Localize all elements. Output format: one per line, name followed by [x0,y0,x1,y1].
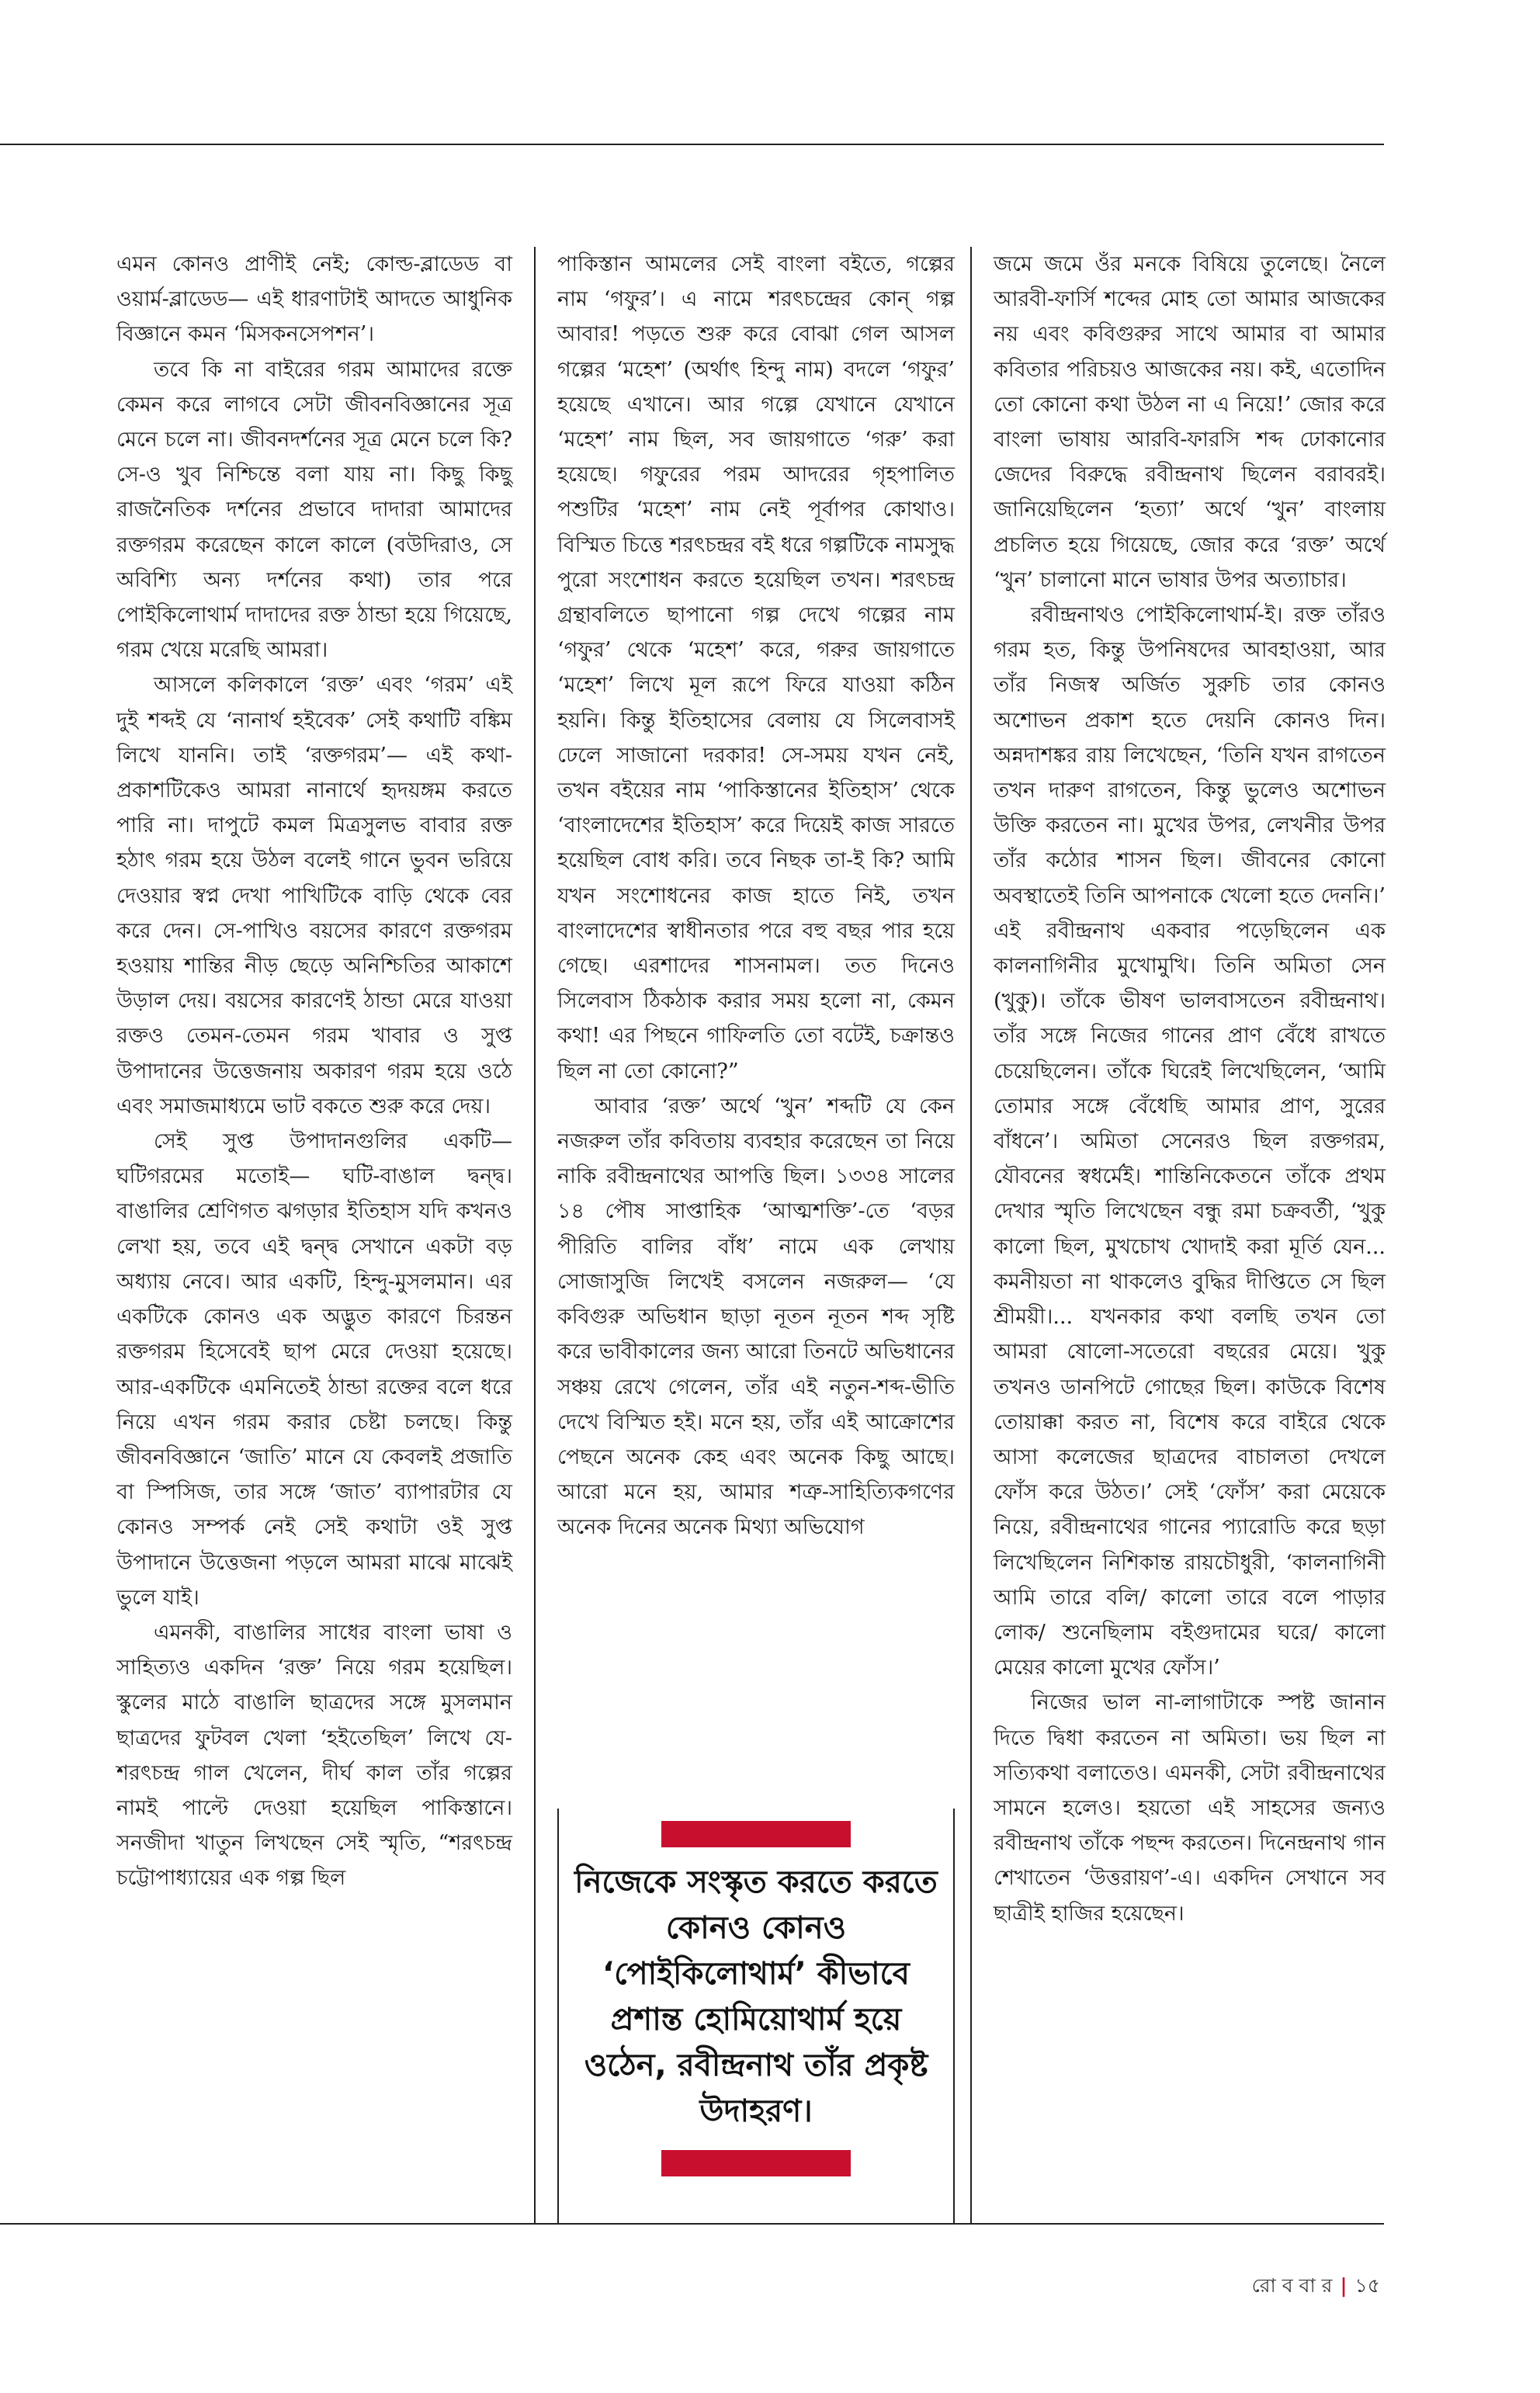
paragraph: পাকিস্তান আমলের সেই বাংলা বইতে, গল্পের নাম ‘গফুর’। এ নামে শরৎচন্দ্রের কোন্ গল্প আবার! পড়তে শুরু করে বোঝা গেল আসল গল্পের ‘মহেশ’ (অর্থাৎ হিন্দু নাম) বদলে ‘গফুর’ হয়েছে এখানে। আর গল্পে যেখানে যেখানে ‘মহেশ’ নাম ছিল, সব জায়গাতে ‘গরু’ করা হয়েছে। গফুরের পরম আদরের গৃহপালিত পশুটির ‘মহেশ’ নাম নেই পূর্বাপর কোথাও। বিস্মিত চিত্তে শরৎচন্দ্রর বই ধরে গল্পটিকে নামসুদ্ধ পুরো সংশোধন করতে হয়েছিল তখন। শরৎচন্দ্র গ্রন্থাবলিতে ছাপানো গল্প দেখে গল্পের নাম ‘গফুর’ থেকে ‘মহেশ’ করে, গরুর জায়গাতে ‘মহেশ’ লিখে মূল রূপে ফিরে যাওয়া কঠিন হয়নি। কিন্তু ইতিহাসের বেলায় যে সিলেবাসই ঢেলে সাজানো দরকার! সে-সময় যখন নেই, তখন বইয়ের নাম ‘পাকিস্তানের ইতিহাস’ থেকে ‘বাংলাদেশের ইতিহাস’ করে দিয়েই কাজ সারতে হয়েছিল বোধ করি। তবে নিছক তা-ই কি? আমি যখন সংশোধনের কাজ হাতে নিই, তখন বাংলাদেশের স্বাধীনতার পরে বহু বছর পার হয়ে গেছে। এরশাদের শাসনামল। তত দিনেও সিলেবাস ঠিকঠাক করার সময় হলো না, কেমন কথা! এর পিছনে গাফিলতি তো বটেই, চক্রান্তও ছিল না তো কোনো?” [557,252,955,1084]
page-number: ১৫ [1354,2274,1380,2297]
page-footer [1252,2270,1380,2304]
magazine-name: রো ব বা র [1251,2274,1333,2297]
pullquote-box [557,1809,955,2224]
paragraph: জমে জমে ওঁর মনকে বিষিয়ে তুলেছে। নৈলে আরবী-ফার্সি শব্দের মোহ তো আমার আজকের নয় এবং কবিগুরুর সাথে আমার বা আমার কবিতার পরিচয়ও আজকের নয়। কই, এতোদিন তো কোনো কথা উঠল না এ নিয়ে!’ জোর করে বাংলা ভাষায় আরবি-ফারসি শব্দ ঢোকানোর জেদের বিরুদ্ধে রবীন্দ্রনাথ ছিলেন বরাবরই। জানিয়েছিলেন ‘হত্যা’ অর্থে ‘খুন’ বাংলায় প্রচলিত হয়ে গিয়েছে, জোর করে ‘রক্ত’ অর্থে ‘খুন’ চালানো মানে ভাষার উপর অত্যাচার। [994,252,1386,592]
paragraph: সেই সুপ্ত উপাদানগুলির একটি— ঘটিগরমের মতোই— ঘটি-বাঙাল দ্বন্দ্ব। বাঙালির শ্রেণিগত ঝগড়ার ইতিহাস যদি কখনও লেখা হয়, তবে এই দ্বন্দ্ব সেখানে একটা বড় অধ্যায় নেবে। আর একটি, হিন্দু-মুসলমান। এর একটিকে কোনও এক অদ্ভুত কারণে চিরন্তন রক্তগরম হিসেবেই ছাপ মেরে দেওয়া হয়েছে। আর-একটিকে এমনিতেই ঠান্ডা রক্তের বলে ধরে নিয়ে এখন গরম করার চেষ্টা চলছে। কিন্তু জীবনবিজ্ঞানে ‘জাতি’ মানে যে কেবলই প্রজাতি বা স্পিসিজ, তার সঙ্গে ‘জাত’ ব্যাপারটার যে কোনও সম্পর্ক নেই সেই কথাটা ওই সুপ্ত উপাদানে উত্তেজনা পড়লে আমরা মাঝে মাঝেই ভুলে যাই। [116,1129,512,1610]
paragraph: তবে কি না বাইরের গরম আমাদের রক্তে কেমন করে লাগবে সেটা জীবনবিজ্ঞানের সূত্র মেনে চলে না। জীবনদর্শনের সূত্র মেনে চলে কি? সে-ও খুব নিশ্চিন্তে বলা যায় না। কিছু কিছু রাজনৈতিক দর্শনের প্রভাবে দাদারা আমাদের রক্তগরম করেছেন কালে কালে (বউদিরাও, সে অবিশ্যি অন্য দর্শনের কথা) তার পরে পোইকিলোথার্ম দাদাদের রক্ত ঠান্ডা হয়ে গিয়েছে, গরম খেয়ে মরেছি আমরা। [116,357,512,663]
column-divider [970,247,972,2223]
article-column-2 [557,247,955,1545]
paragraph: রবীন্দ্রনাথও পোইকিলোথার্ম-ই। রক্ত তাঁরও গরম হত, কিন্তু উপনিষদের আবহাওয়া, আর তাঁর নিজস্ব অর্জিত সুরুচি তার কোনও অশোভন প্রকাশ হতে দেয়নি কোনও দিন। অন্নদাশঙ্কর রায় লিখেছেন, ‘তিনি যখন রাগতেন তখন দারুণ রাগতেন, কিন্তু ভুলেও অশোভন উক্তি করতেন না। মুখের উপর, লেখনীর উপর তাঁর কঠোর শাসন ছিল। জীবনের কোনো অবস্থাতেই তিনি আপনাকে খেলো হতে দেননি।’ এই রবীন্দ্রনাথ একবার পড়েছিলেন এক কালনাগিনীর মুখোমুখি। তিনি অমিতা সেন (খুকু)। তাঁকে ভীষণ ভালবাসতেন রবীন্দ্রনাথ। তাঁর সঙ্গে নিজের গানের প্রাণ বেঁধে রাখতে চেয়েছিলেন। তাঁকে ঘিরেই লিখেছিলেন, ‘আমি তোমার সঙ্গে বেঁধেছি আমার প্রাণ, সুরের বাঁধনে’। অমিতা সেনেরও ছিল রক্তগরম, যৌবনের স্বধর্মেই। শান্তিনিকেতনে তাঁকে প্রথম দেখার স্মৃতি লিখেছেন বন্ধু রমা চক্রবর্তী, ‘খুকু কালো ছিল, মুখচোখ খোদাই করা মূর্তি যেন... কমনীয়তা না থাকলেও বুদ্ধির দীপ্তিতে সে ছিল শ্রীময়ী।... যখনকার কথা বলছি তখন তো আমরা ষোলো-সতেরো বছরের মেয়ে। খুকু তখনও ডানপিটে গোছের ছিল। কাউকে বিশেষ তোয়াক্কা করত না, বিশেষ করে বাইরে থেকে আসা কলেজের ছাত্রদের বাচালতা দেখলে ফোঁস করে উঠত।’ সেই ‘ফোঁস’ করা মেয়েকে নিয়ে, রবীন্দ্রনাথের গানের প্যারোডি করে ছড়া লিখেছিলেন নিশিকান্ত রায়চৌধুরী, ‘কালনাগিনী আমি তারে বলি/ কালো তারে বলে পাড়ার লোক/ শুনেছিলাম বইগুদামের ঘরে/ কালো মেয়ের কালো মুখের ফোঁস।’ [994,603,1386,1680]
pullquote-top-bar [661,1821,851,1847]
paragraph: আসলে কলিকালে ‘রক্ত’ এবং ‘গরম’ এই দুই শব্দই যে ‘নানার্থ হইবেক’ সেই কথাটি বঙ্কিম লিখে যাননি। তাই ‘রক্তগরম’— এই কথা-প্রকাশটিকেও আমরা নানার্থে হৃদয়ঙ্গম করতে পারি না। দাপুটে কমল মিত্রসুলভ বাবার রক্ত হঠাৎ গরম হয়ে উঠল বলেই গানে ভুবন ভরিয়ে দেওয়ার স্বপ্ন দেখা পাখিটিকে বাড়ি থেকে বের করে দেন। সে-পাখিও বয়সের কারণে রক্তগরম হওয়ায় শান্তির নীড় ছেড়ে অনিশ্চিতির আকাশে উড়াল দেয়। বয়সের কারণেই ঠান্ডা মেরে যাওয়া রক্তও তেমন-তেমন গরম খাবার ও সুপ্ত উপাদানের উত্তেজনায় অকারণ গরম হয়ে ওঠে এবং সমাজমাধ্যমে ভাট বকতে শুরু করে দেয়। [116,673,512,1118]
separator: | [1340,2274,1348,2297]
pullquote-bottom-bar [661,2150,851,2176]
pullquote-text: নিজেকে সংস্কৃত করতে করতে কোনও কোনও ‘পোইকিলোথার্ম’ কীভাবে প্রশান্ত হোমিয়োথার্ম হয়ে ওঠেন, রবীন্দ্রনাথ তাঁর প্রকৃষ্ট উদাহরণ। [574,1864,938,2129]
column-divider [534,247,536,2223]
paragraph: এমন কোনও প্রাণীই নেই; কোল্ড-ব্লাডেড বা ওয়ার্ম-ব্লাডেড— এই ধারণাটাই আদতে আধুনিক বিজ্ঞানে কমন ‘মিসকনসেপশন’। [116,252,512,347]
article-column-1 [116,247,512,1896]
article-column-3 [994,247,1386,1931]
top-rule [0,144,1384,145]
bottom-rule [0,2223,1384,2225]
paragraph: এমনকী, বাঙালির সাধের বাংলা ভাষা ও সাহিত্যও একদিন ‘রক্ত’ নিয়ে গরম হয়েছিল। স্কুলের মাঠে বাঙালি ছাত্রদের সঙ্গে মুসলমান ছাত্রদের ফুটবল খেলা ‘হইতেছিল’ লিখে যে-শরৎচন্দ্র গাল খেলেন, দীর্ঘ কাল তাঁর গল্পের নামই পাল্টে দেওয়া হয়েছিল পাকিস্তানে। সনজীদা খাতুন লিখছেন সেই স্মৃতি, “শরৎচন্দ্র চট্টোপাধ্যায়ের এক গল্প ছিল [116,1620,512,1891]
paragraph: আবার ‘রক্ত’ অর্থে ‘খুন’ শব্দটি যে কেন নজরুল তাঁর কবিতায় ব্যবহার করেছেন তা নিয়ে নাকি রবীন্দ্রনাথের আপত্তি ছিল। ১৩৩৪ সালের ১৪ পৌষ সাপ্তাহিক ‘আত্মশক্তি’-তে ‘বড়র পীরিতি বালির বাঁধ’ নামে এক লেখায় সোজাসুজি লিখেই বসলেন নজরুল— ‘যে কবিগুরু অভিধান ছাড়া নূতন নূতন শব্দ সৃষ্টি করে ভাবীকালের জন্য আরো তিনটে অভিধানের সঞ্চয় রেখে গেলেন, তাঁর এই নতুন-শব্দ-ভীতি দেখে বিস্মিত হই। মনে হয়, তাঁর এই আক্রোশের পেছনে অনেক কেহ এবং অনেক কিছু আছে। আরো মনে হয়, আমার শত্রু-সাহিত্যিকগণের অনেক দিনের অনেক মিথ্যা অভিযোগ [557,1094,955,1540]
paragraph: নিজের ভাল না-লাগাটাকে স্পষ্ট জানান দিতে দ্বিধা করতেন না অমিতা। ভয় ছিল না সত্যিকথা বলাতেও। এমনকী, সেটা রবীন্দ্রনাথের সামনে হলেও। হয়তো এই সাহসের জন্যও রবীন্দ্রনাথ তাঁকে পছন্দ করতেন। দিনেন্দ্রনাথ গান শেখাতেন ‘উত্তরায়ণ’-এ। একদিন সেখানে সব ছাত্রীই হাজির হয়েছেন। [994,1691,1386,1926]
